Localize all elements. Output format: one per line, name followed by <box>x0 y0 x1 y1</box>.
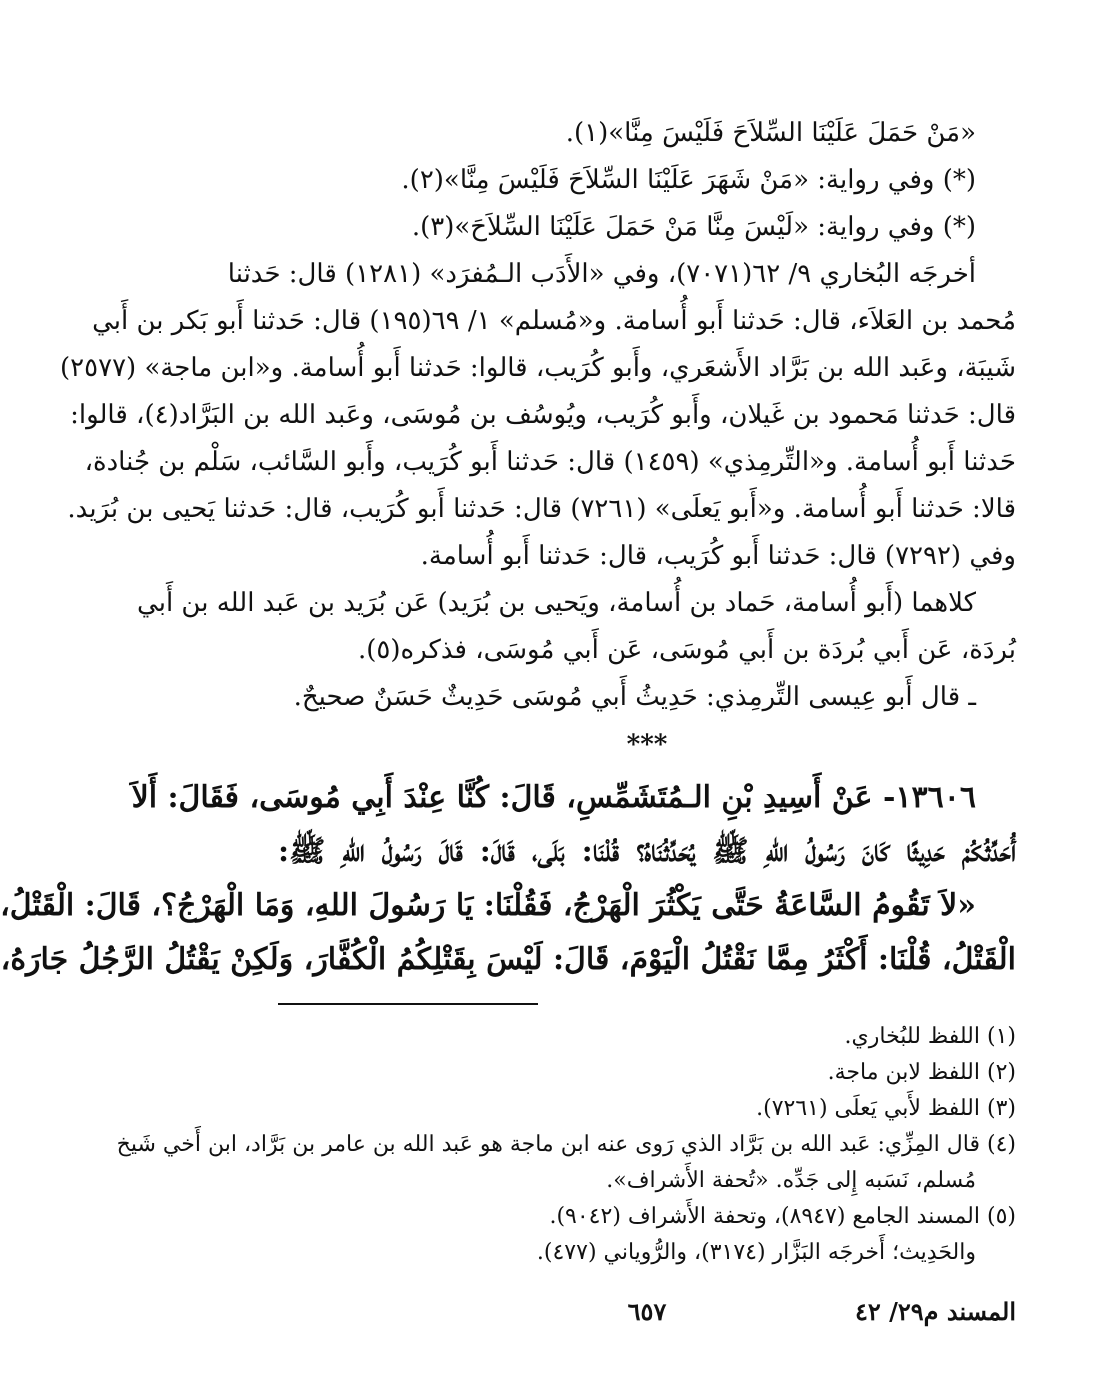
text-line-4: أخرجَه البُخاري ٩/ ٦٢(٧٠٧١)، وفي «الأَدَب الـمُفرَد» (١٢٨١) قال: حَدثنا <box>227 259 976 289</box>
text-line-6: شَيبَة، وعَبد الله بن بَرَّاد الأَشعَري، وأَبو كُرَيب، قالوا: حَدثنا أَبو أُسامة. و«ابن ماجة» (٢٥٧٧) <box>60 353 1016 383</box>
text-line-8: حَدثنا أَبو أُسامة. و«التِّرمِذي» (١٤٥٩) قال: حَدثنا أَبو كُرَيب، وأَبو السَّائب، سَلْم بن جُنادة، <box>84 447 1016 477</box>
footnote-3: (٣) اللفظ لأَبي يَعلَى (٧٢٦١). <box>756 1096 1016 1121</box>
hadith-line-2: أُحَدِّثُكُمْ حَدِيثًا كَانَ رَسُولُ اللهِ ﷺ يُحَدِّثُنَاهُ؟ قُلْنَا: بَلَى، قَالَ: قَالَ رَسُولُ اللهِ ﷺ: <box>278 834 1016 869</box>
text-line-10: وفي (٧٢٩٢) قال: حَدثنا أَبو كُرَيب، قال: حَدثنا أَبو أُسامة. <box>420 541 1016 571</box>
text-line-7: قال: حَدثنا مَحمود بن غَيلان، وأَبو كُرَيب، ويُوسُف بن مُوسَى، وعَبد الله بن البَرَّاد(٤)، قالوا: <box>70 400 1016 430</box>
text-line-5: مُحمد بن العَلاَء، قال: حَدثنا أَبو أُسامة. و«مُسلم» ١/ ٦٩(١٩٥) قال: حَدثنا أَبو بَكر بن أَبي <box>92 306 1016 336</box>
text-line-3: (*) وفي رواية: «لَيْسَ مِنَّا مَنْ حَمَلَ عَلَيْنَا السِّلاَحَ»(٣). <box>411 212 976 242</box>
text-line-11: كلاهما (أَبو أُسامة، حَماد بن أُسامة، ويَحيى بن بُرَيد) عَن بُرَيد بن عَبد الله بن أَبي <box>137 588 976 618</box>
footnote-divider <box>278 1003 538 1005</box>
footnote-4-continued: مُسلم، نَسَبه إِلى جَدِّه. «تُحفة الأَشراف». <box>606 1168 976 1193</box>
hadith-line-4: الْقَتْلُ، قُلْنَا: أَكْثَرُ مِمَّا نَقْتُلُ الْيَوْمَ، قَالَ: لَيْسَ بِقَتْلِكُمُ الْكُفَّارَ، وَلَكِنْ يَقْتُلُ الرَّجُلُ جَارَهُ، <box>0 942 1016 977</box>
page-number: ٦٥٧ <box>627 1297 667 1326</box>
footnote-1: (١) اللفظ للبُخاري. <box>844 1024 1016 1049</box>
footnotes <box>116 1019 1016 1271</box>
footnote-5: (٥) المسند الجامع (٨٩٤٧)، وتحفة الأَشراف (٩٠٤٢). <box>549 1204 1016 1229</box>
printer-signature: المسند م٢٩/ ٤٢ <box>854 1297 1016 1326</box>
main-text <box>60 110 1016 721</box>
page-content <box>0 110 1016 1346</box>
footnote-4: (٤) قال المِزِّي: عَبد الله بن بَرَّاد الذي رَوى عنه ابن ماجة هو عَبد الله بن عامر بن بَرَّاد، ابن أَخي شَيخ <box>116 1132 1016 1157</box>
hadith-line-1: ١٣٦٠٦- عَنْ أَسِيدِ بْنِ الـمُتَشَمِّسِ، قَالَ: كُنَّا عِنْدَ أَبِي مُوسَى، فَقَالَ: أَلاَ <box>131 780 976 815</box>
footnote-5-continued: والحَدِيث؛ أَخرجَه البَزَّار (٣١٧٤)، والرُّوياني (٤٧٧). <box>536 1240 976 1265</box>
hadith-line-3: «لاَ تَقُومُ السَّاعَةُ حَتَّى يَكْثُرَ الْهَرْجُ، فَقُلْنَا: يَا رَسُولَ اللهِ، وَمَا الْهَرْجُ؟، قَالَ: الْقَتْلُ، <box>0 888 976 923</box>
tirmidhi-grading: ـ قال أَبو عِيسى التِّرمِذي: حَدِيثُ أَبي مُوسَى حَدِيثٌ حَسَنٌ صحيحٌ. <box>293 682 976 712</box>
footnote-2: (٢) اللفظ لابن ماجة. <box>827 1060 1016 1085</box>
text-line-1: «مَنْ حَمَلَ عَلَيْنَا السِّلاَحَ فَلَيْسَ مِنَّا»(١). <box>565 118 976 148</box>
section-separator: *** <box>626 730 668 760</box>
text-line-2: (*) وفي رواية: «مَنْ شَهَرَ عَلَيْنَا السِّلاَحَ فَلَيْسَ مِنَّا»(٢). <box>401 165 976 195</box>
hadith-text <box>0 771 1016 987</box>
text-line-9: قالا: حَدثنا أَبو أُسامة. و«أَبو يَعلَى» (٧٢٦١) قال: حَدثنا أَبو كُرَيب، قال: حَدثنا يَحيى بن بُرَيد. <box>67 494 1016 524</box>
page-footer <box>278 1297 1016 1337</box>
text-line-12: بُردَة، عَن أَبي بُردَة بن أَبي مُوسَى، عَن أَبي مُوسَى، فذكره(٥). <box>357 635 1016 665</box>
